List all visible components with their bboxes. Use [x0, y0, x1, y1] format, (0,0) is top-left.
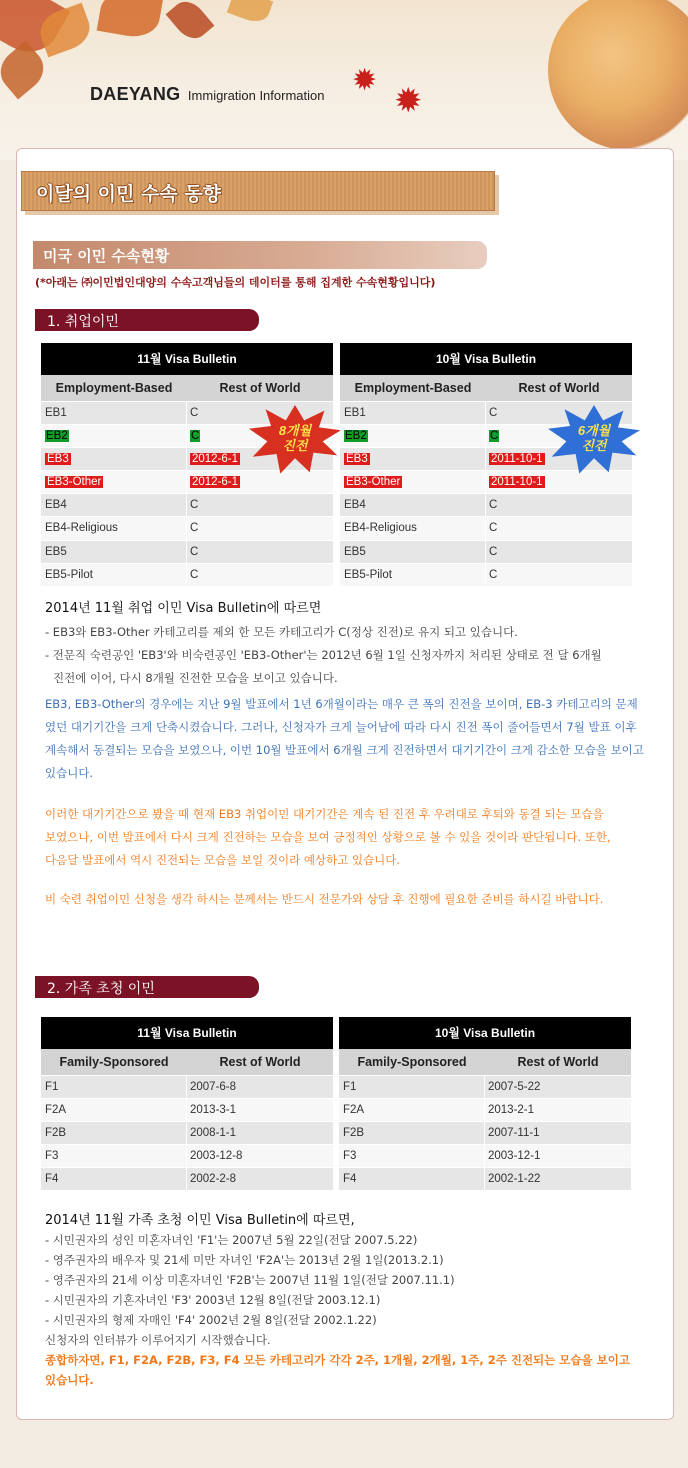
date-cell: [187, 1122, 333, 1144]
category-cell: [340, 541, 486, 563]
paragraph-line: EB3, EB3-Other의 경우에는 지난 9월 발표에서 1년 6개월이라는 매우 큰 폭의 진전을 보이며, EB-3 카테고리의 문제: [45, 697, 638, 711]
date-text: C: [190, 407, 199, 419]
paragraph-line: 였던 대기기간을 크게 단축시켰습니다. 그러나, 신청자가 크게 늘어남에 따라 다시 진전 폭이 줄어들면서 7월 발표 이후: [45, 720, 637, 734]
date-text: 2007-5-22: [488, 1081, 541, 1093]
category-text: F1: [45, 1081, 59, 1093]
progress-badge-label: [249, 423, 341, 453]
badge-line: 진전: [282, 438, 308, 453]
category-cell: [41, 471, 187, 493]
category-cell: [41, 448, 187, 470]
category-cell: [41, 1168, 187, 1190]
date-text: C: [190, 545, 199, 558]
summary-line: - EB3와 EB3-Other 카테고리를 제외 한 모든 카테고리가 C(정상 진전)로 유지 되고 있습니다.: [45, 625, 518, 639]
table-row: [339, 1075, 631, 1098]
date-text: C: [489, 499, 498, 512]
column-header: Employment-Based: [55, 381, 173, 395]
category-text: EB2: [345, 430, 367, 443]
date-cell: [485, 1076, 631, 1098]
table-row: [339, 1098, 631, 1121]
date-text: C: [190, 499, 199, 512]
family-orange-summary: 종합하자면, F1, F2A, F2B, F3, F4 모든 카테고리가 각각 2주, 1개월, 2개월, 1주, 2주 진전되는 모습을 보이고 있습니다.: [45, 1353, 630, 1387]
category-cell: [340, 494, 486, 516]
visa-bulletin-table-november-family: [41, 1017, 333, 1190]
paragraph-line: 보였으나, 이번 발표에서 다시 크게 진전하는 모습을 보여 긍정적인 상황으로 볼 수 있을 것이라 판단됩니다. 또한,: [45, 830, 611, 844]
category-text: EB4: [344, 499, 366, 512]
summary-line: - 시민권자의 기혼자녀인 'F3' 2003년 12월 8일(전달 2003.12.1): [45, 1293, 381, 1307]
date-cell: [486, 517, 632, 539]
date-cell: [486, 541, 632, 563]
summary-line: 진전에 이어, 다시 8개월 진전한 모습을 보이고 있습니다.: [53, 671, 338, 685]
badge-line: 진전: [581, 438, 607, 453]
table-title: 10월 Visa Bulletin: [340, 343, 632, 375]
category-text: F2B: [45, 1127, 67, 1140]
date-text: C: [190, 522, 199, 535]
category-cell: [339, 1076, 485, 1098]
date-cell: [485, 1168, 631, 1190]
table-title: 10월 Visa Bulletin: [339, 1017, 631, 1049]
visa-bulletin-table-october-family: [339, 1017, 631, 1190]
category-text: EB5: [344, 545, 366, 558]
main-title-bar: [21, 171, 495, 211]
category-cell: [41, 564, 187, 586]
category-cell: [41, 425, 187, 447]
category-cell: [41, 517, 187, 539]
badge-line: 8개월: [278, 423, 312, 438]
date-text: 2007-11-1: [488, 1127, 540, 1140]
category-text: EB1: [344, 407, 366, 419]
category-text: EB5-Pilot: [45, 568, 93, 581]
date-text: 2011-10-1: [491, 476, 543, 489]
paragraph-line: 다음달 발표에서 역시 진전되는 모습을 보일 것이라 예상하고 있습니다.: [45, 853, 401, 867]
category-cell: [41, 494, 187, 516]
category-cell: [41, 1099, 187, 1121]
category-cell: [41, 541, 187, 563]
table-row: [41, 1167, 333, 1190]
paragraph-line: 계속해서 동결되는 모습을 보였으나, 이번 10월 발표에서 6개월 크게 진전하면서 대기기간이 크게 감소한 모습을 보이고: [45, 743, 644, 757]
table-row: [41, 470, 333, 493]
section-label: 2. 가족 초청 이민: [47, 981, 155, 997]
table-row: [340, 563, 632, 586]
category-text: EB4-Religious: [344, 522, 417, 535]
family-summary: [45, 1209, 645, 1390]
date-cell: [187, 564, 333, 586]
paragraph-line: 있습니다.: [45, 766, 94, 780]
category-cell: [339, 1168, 485, 1190]
date-text: C: [489, 545, 498, 558]
category-text: EB3-Other: [47, 476, 102, 489]
category-cell: [340, 425, 486, 447]
date-cell: [486, 564, 632, 586]
table-header-row: [41, 375, 333, 401]
column-header: Employment-Based: [354, 381, 472, 395]
column-header: Rest of World: [518, 381, 600, 395]
date-text: C: [190, 568, 199, 581]
date-text: C: [489, 522, 498, 535]
blue-paragraph: [45, 693, 645, 785]
table-body: [41, 1075, 333, 1190]
column-header: Rest of World: [219, 1055, 301, 1069]
summary-line: - 영주권자의 21세 이상 미혼자녀인 'F2B'는 2007년 11월 1일(전달 2007.11.1): [45, 1273, 455, 1287]
column-header: Family-Sponsored: [357, 1055, 467, 1069]
table-row: [41, 563, 333, 586]
date-cell: [486, 471, 632, 493]
category-text: EB4-Religious: [45, 522, 118, 535]
date-cell: [485, 1145, 631, 1167]
category-text: F3: [45, 1150, 59, 1163]
category-text: EB5: [45, 545, 67, 558]
autumn-tree-decoration: [548, 0, 688, 150]
category-text: EB5-Pilot: [344, 568, 392, 581]
category-cell: [339, 1099, 485, 1121]
leaf-decoration: [227, 0, 273, 26]
date-cell: [187, 494, 333, 516]
column-header: Family-Sponsored: [59, 1055, 169, 1069]
table-row: [340, 540, 632, 563]
progress-badge-label: [548, 423, 640, 453]
date-cell: [187, 1099, 333, 1121]
date-cell: [187, 1145, 333, 1167]
date-cell: [187, 1076, 333, 1098]
category-text: F2A: [45, 1104, 67, 1117]
date-cell: [187, 1168, 333, 1190]
data-source-note: (*아래는 ㈜이민법인대양의 수속고객님들의 데이터를 통해 집계한 수속현황입니다): [35, 276, 436, 289]
paragraph-line: 이러한 대기기간으로 봤을 때 현재 EB3 취업이민 대기기간은 계속 된 진전 후 우려대로 후퇴와 동결 되는 모습을: [45, 807, 604, 821]
table-row: [339, 1121, 631, 1144]
date-text: 2008-1-1: [190, 1127, 237, 1140]
date-cell: [187, 541, 333, 563]
table-row: [41, 1144, 333, 1167]
visa-bulletin-table-october-employment: [340, 343, 632, 586]
table-row: [41, 493, 333, 516]
main-title: 이달의 이민 수속 동향: [36, 183, 222, 205]
leaf-decoration: [166, 0, 215, 45]
consultation-note: 비 숙련 취업이민 신청을 생각 하시는 분께서는 반드시 전문가와 상담 후 진행에 필요한 준비를 하시길 바랍니다.: [45, 892, 604, 906]
maple-leaf-icon: ✹: [352, 63, 378, 98]
category-text: F1: [343, 1081, 357, 1093]
category-text: EB3: [346, 453, 368, 466]
date-cell: [187, 471, 333, 493]
table-row: [41, 1121, 333, 1144]
date-text: C: [490, 430, 499, 443]
table-row: [340, 516, 632, 539]
category-text: EB4: [45, 499, 67, 512]
date-text: 2012-6-1: [192, 476, 239, 489]
date-text: 2013-3-1: [190, 1104, 237, 1117]
table-row: [340, 493, 632, 516]
section-family-header: [35, 976, 259, 998]
summary-line: - 시민권자의 성인 미혼자녀인 'F1'는 2007년 5월 22일(전달 2007.5.22): [45, 1233, 418, 1247]
category-text: F4: [343, 1173, 357, 1186]
date-cell: [187, 517, 333, 539]
category-text: F2A: [343, 1104, 365, 1117]
table-body: [339, 1075, 631, 1190]
column-header: Rest of World: [219, 381, 301, 395]
date-cell: [485, 1122, 631, 1144]
date-text: 2007-6-8: [190, 1081, 237, 1093]
table-header-row: [339, 1049, 631, 1075]
table-row: [340, 470, 632, 493]
category-text: EB3: [47, 453, 69, 466]
brand-subtitle: Immigration Information: [187, 88, 325, 103]
category-cell: [340, 564, 486, 586]
table-row: [41, 1098, 333, 1121]
date-text: C: [489, 568, 498, 581]
date-cell: [485, 1099, 631, 1121]
date-text: 2002-1-22: [488, 1173, 541, 1186]
category-cell: [339, 1145, 485, 1167]
badge-line: 6개월: [577, 423, 611, 438]
date-text: 2011-10-1: [491, 453, 543, 466]
table-row: [339, 1144, 631, 1167]
date-text: C: [191, 430, 200, 443]
category-cell: [340, 471, 486, 493]
visa-bulletin-table-november-employment: [41, 343, 333, 586]
table-row: [41, 516, 333, 539]
content-panel: [16, 148, 674, 1420]
sub-title-bar: [33, 241, 487, 269]
category-cell: [340, 517, 486, 539]
date-text: C: [489, 407, 498, 419]
table-header-row: [41, 1049, 333, 1075]
summary-heading: 2014년 11월 가족 초청 이민 Visa Bulletin에 따르면,: [45, 1213, 355, 1228]
date-text: 2003-12-1: [488, 1150, 541, 1163]
summary-line: - 전문직 숙련공인 'EB3'와 비숙련공인 'EB3-Other'는 2012년 6월 1일 신청자까지 처리된 상태로 전 달 6개월: [45, 648, 602, 662]
date-text: 2002-2-8: [190, 1173, 237, 1186]
table-row: [339, 1167, 631, 1190]
category-cell: [340, 448, 486, 470]
category-cell: [41, 1076, 187, 1098]
date-text: 2003-12-8: [190, 1150, 243, 1163]
category-cell: [41, 1145, 187, 1167]
summary-line: 신청자의 인터뷰가 이루어지기 시작했습니다.: [45, 1333, 271, 1347]
date-text: 2012-6-1: [192, 453, 239, 466]
category-cell: [339, 1122, 485, 1144]
sub-title: 미국 이민 수속현황: [43, 247, 170, 265]
orange-paragraph: [45, 803, 645, 872]
table-row: [41, 1075, 333, 1098]
header-banner: [0, 0, 688, 160]
category-text: EB2: [46, 430, 68, 443]
summary-heading: 2014년 11월 취업 이민 Visa Bulletin에 따르면: [45, 601, 322, 616]
category-text: EB3-Other: [346, 476, 401, 489]
section-employment-header: [35, 309, 259, 331]
category-text: F2B: [343, 1127, 365, 1140]
maple-leaf-icon: ✹: [394, 81, 423, 121]
brand-name: DAEYANG: [90, 84, 181, 104]
date-cell: [486, 494, 632, 516]
table-row: [41, 540, 333, 563]
category-text: F3: [343, 1150, 357, 1163]
table-title: 11월 Visa Bulletin: [41, 343, 333, 375]
category-cell: [41, 402, 187, 424]
category-cell: [340, 402, 486, 424]
column-header: Rest of World: [517, 1055, 599, 1069]
summary-line: - 시민권자의 형제 자매인 'F4' 2002년 2월 8일(전달 2002.1.22): [45, 1313, 377, 1327]
date-text: 2013-2-1: [488, 1104, 535, 1117]
brand-logo: [90, 84, 324, 105]
table-title: 11월 Visa Bulletin: [41, 1017, 333, 1049]
category-cell: [41, 1122, 187, 1144]
category-text: EB1: [45, 407, 67, 419]
table-header-row: [340, 375, 632, 401]
employment-summary: [45, 597, 645, 690]
leaf-decoration: [0, 41, 52, 100]
leaf-decoration: [97, 0, 164, 41]
category-text: F4: [45, 1173, 59, 1186]
summary-line: - 영주권자의 배우자 및 21세 미만 자녀인 'F2A'는 2013년 2월 1일(2013.2.1): [45, 1253, 444, 1267]
section-label: 1. 취업이민: [47, 314, 119, 330]
